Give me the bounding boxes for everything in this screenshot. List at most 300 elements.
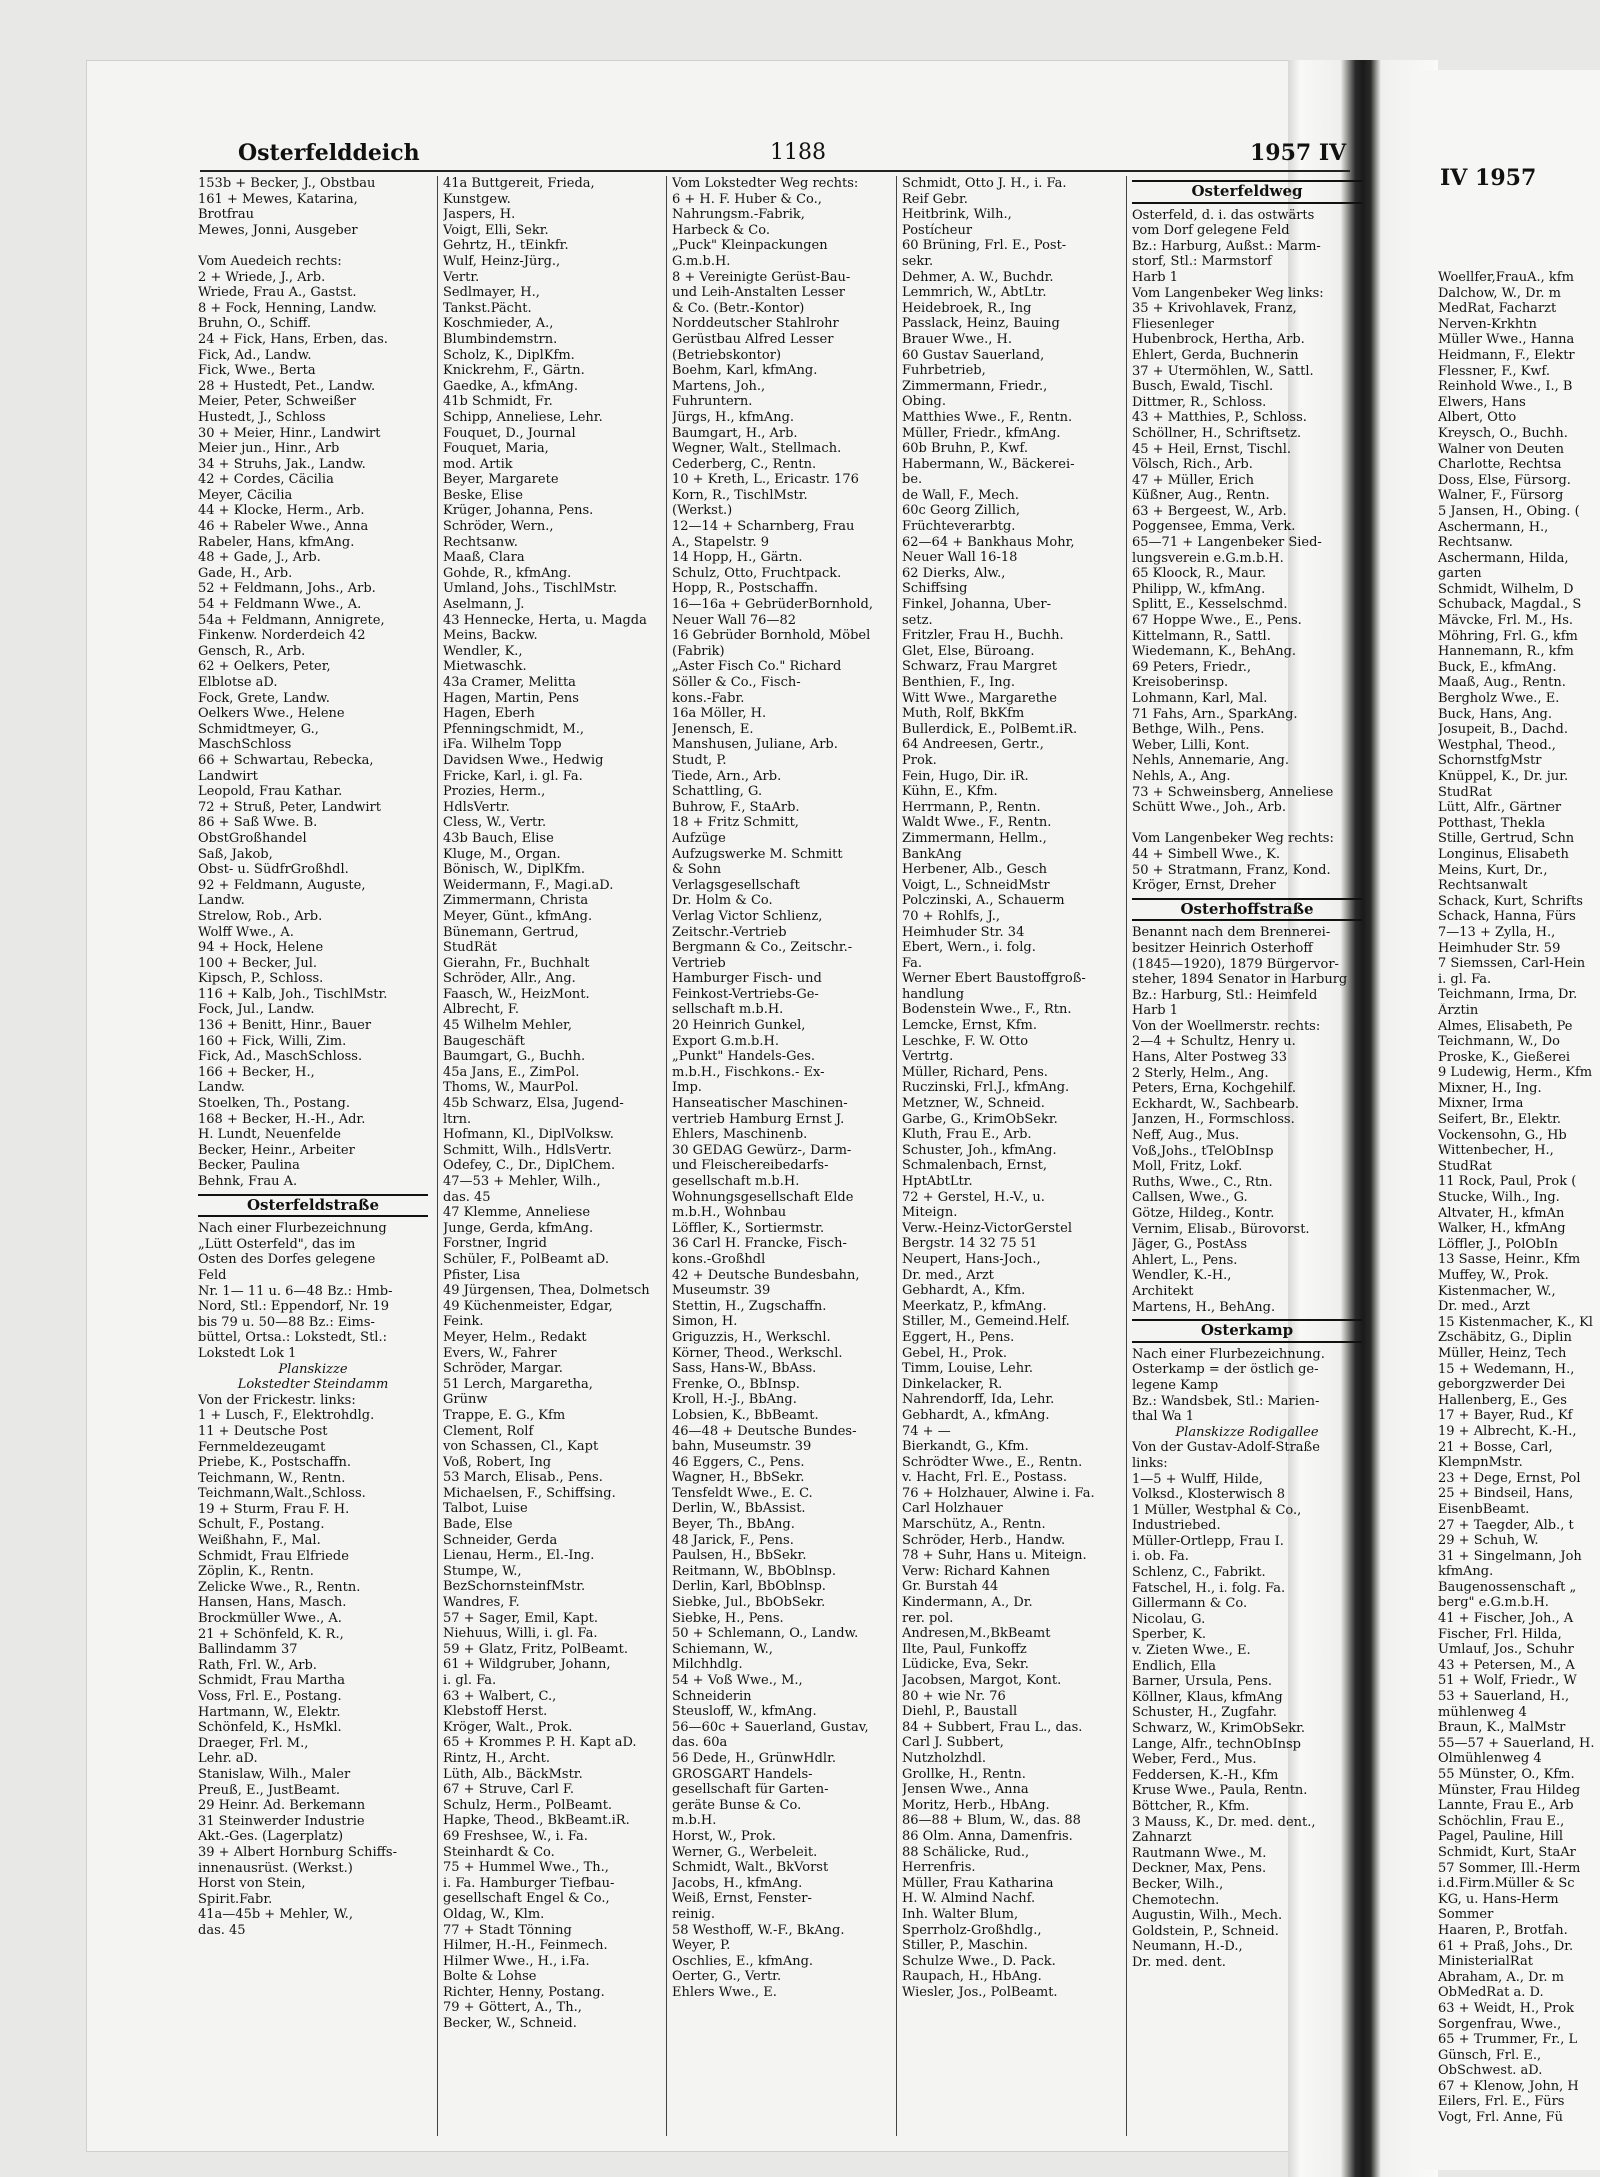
- directory-entry: Kluth, Frau E., Arb.: [902, 1127, 1032, 1143]
- directory-entry: Meier jun., Hinr., Arb: [198, 441, 340, 457]
- facing-page: [1410, 70, 1600, 2170]
- directory-entry: 65—71 + Langenbeker Sied-: [1132, 535, 1322, 551]
- directory-entry: 52 + Feldmann, Johs., Arb.: [198, 581, 376, 597]
- directory-entry: Umland, Johs., TischlMstr.: [443, 581, 618, 597]
- directory-entry: Strelow, Rob., Arb.: [198, 908, 323, 924]
- directory-entry: vertrieb Hamburg Ernst J.: [672, 1111, 845, 1127]
- year-volume: 1957 IV: [1250, 140, 1347, 166]
- directory-entry: 34 + Struhs, Jak., Landw.: [198, 456, 366, 472]
- directory-entry: Baumgart, H., Arb.: [672, 425, 798, 441]
- directory-entry: Baugeschäft: [443, 1033, 525, 1049]
- directory-entry: Schröder, Herb., Handw.: [902, 1532, 1066, 1548]
- directory-entry: Hannemann, R., kfm: [1438, 644, 1574, 660]
- directory-entry: Lienau, Herm., El.-Ing.: [443, 1548, 595, 1564]
- directory-entry: Kipsch, P., Schloss.: [198, 971, 324, 987]
- directory-entry: 5 Jansen, H., Obing. (: [1438, 503, 1580, 519]
- directory-entry: Glet, Else, Büroang.: [902, 643, 1035, 659]
- directory-entry: Müller, Frau Katharina: [902, 1875, 1054, 1891]
- directory-entry: H. Lundt, Neuenfelde: [198, 1127, 341, 1143]
- directory-entry: 19 + Sturm, Frau F. H.: [198, 1501, 350, 1517]
- directory-entry: 100 + Becker, Jul.: [198, 955, 317, 971]
- directory-entry: Herbener, Alb., Gesch: [902, 862, 1048, 878]
- directory-entry: Derlin, W., BbAssist.: [672, 1501, 806, 1517]
- directory-entry: Griguzzis, H., Werkschl.: [672, 1329, 831, 1345]
- directory-entry: Schattling, G.: [672, 784, 763, 800]
- directory-entry: Schiemann, W.,: [672, 1641, 773, 1657]
- directory-entry: Teichmann, W., Do: [1438, 1034, 1560, 1050]
- directory-entry: Kistenmacher, W.,: [1438, 1283, 1556, 1299]
- directory-entry: Schack, Hanna, Fürs: [1438, 909, 1576, 925]
- directory-entry: Feinkost-Vertriebs-Ge-: [672, 986, 819, 1002]
- directory-entry: Schmidt, Wilhelm, D: [1438, 581, 1574, 597]
- directory-entry: Frenke, O., BbInsp.: [672, 1376, 800, 1392]
- directory-entry: Timm, Louise, Lehr.: [902, 1361, 1033, 1377]
- directory-entry: Weiß, Ernst, Fenster-: [672, 1891, 812, 1907]
- directory-entry: Lohmann, Karl, Mal.: [1132, 691, 1268, 706]
- directory-entry: Hansen, Hans, Masch.: [198, 1595, 347, 1611]
- directory-entry: legene Kamp: [1132, 1377, 1219, 1393]
- directory-entry: Meyer, Cäcilia: [198, 487, 293, 503]
- directory-entry: 57 + Sager, Emil, Kapt.: [443, 1610, 598, 1626]
- directory-entry: Heitbrink, Wilh.,: [902, 207, 1012, 223]
- directory-entry: Michaelsen, F., Schiffsing.: [443, 1485, 616, 1501]
- directory-entry: Hamburger Fisch- und: [672, 971, 822, 987]
- directory-entry: Ruths, Wwe., C., Rtn.: [1132, 1174, 1273, 1190]
- directory-entry: Hofmann, Kl., DiplVolksw.: [443, 1127, 614, 1143]
- directory-entry: Müller Wwe., Hanna: [1438, 332, 1575, 348]
- directory-entry: 79 + Göttert, A., Th.,: [443, 2000, 582, 2016]
- directory-entry: Hilmer Wwe., H., i.Fa.: [443, 1953, 590, 1969]
- directory-entry: 1 + Lusch, F., Elektrohdlg.: [198, 1408, 375, 1424]
- directory-entry: Manshusen, Juliane, Arb.: [672, 737, 838, 753]
- directory-entry: Altvater, H., kfmAn: [1438, 1205, 1565, 1221]
- directory-entry: Metzner, W., Schneid.: [902, 1096, 1045, 1112]
- directory-entry: Vockensohn, G., Hb: [1438, 1127, 1567, 1143]
- directory-entry: setz.: [902, 612, 933, 628]
- directory-entry: Lemcke, Ernst, Kfm.: [902, 1018, 1037, 1034]
- directory-entry: 56 Dede, H., GrünwHdlr.: [672, 1750, 837, 1766]
- directory-entry: ltrn.: [443, 1111, 472, 1127]
- directory-entry: Olmühlenweg 4: [1438, 1751, 1542, 1767]
- directory-entry: Voigt, Elli, Sekr.: [443, 222, 549, 238]
- directory-entry: Küßner, Aug., Rentn.: [1132, 488, 1270, 504]
- directory-entry: Tiede, Arn., Arb.: [672, 768, 782, 784]
- directory-entry: Reitmann, W., BbOblnsp.: [672, 1563, 836, 1579]
- directory-entry: Jacobs, H., kfmAng.: [672, 1875, 803, 1891]
- directory-entry: Nr. 1— 11 u. 6—48 Bz.: Hmb-: [198, 1283, 393, 1299]
- directory-entry: Jürgs, H., kfmAng.: [672, 409, 795, 425]
- directory-entry: Ilte, Paul, Funkoffz: [902, 1641, 1027, 1657]
- directory-entry: Nicolau, G.: [1132, 1611, 1206, 1627]
- directory-entry: GROSGART Handels-: [672, 1766, 813, 1782]
- directory-entry: Schuster, H., Zugfahr.: [1132, 1705, 1277, 1721]
- directory-entry: 48 + Gade, J., Arb.: [198, 550, 321, 566]
- directory-entry: Lütt, Alfr., Gärtner: [1438, 800, 1562, 816]
- directory-entry: Dalchow, W., Dr. m: [1438, 285, 1561, 301]
- directory-entry: Woellfer,FrauA., kfm: [1438, 270, 1574, 285]
- directory-entry: Hartmann, W., Elektr.: [198, 1704, 341, 1720]
- directory-entry: Schröder, Wern.,: [443, 519, 554, 535]
- directory-entry: Polczinski, A., Schauerm: [902, 893, 1065, 909]
- directory-entry: Neff, Aug., Mus.: [1132, 1128, 1240, 1144]
- directory-entry: Preuß, E., JustBeamt.: [198, 1782, 341, 1798]
- directory-entry: Eggert, H., Pens.: [902, 1329, 1015, 1345]
- directory-entry: Bolte & Lohse: [443, 1969, 537, 1985]
- directory-entry: 63 + Walbert, C.,: [443, 1688, 557, 1704]
- directory-entry: Fouquet, Maria,: [443, 441, 549, 457]
- directory-entry: Osterkamp = der östlich ge-: [1132, 1362, 1319, 1378]
- directory-entry: 42 + Cordes, Cäcilia: [198, 472, 334, 488]
- directory-entry: Trappe, E. G., Kfm: [443, 1407, 566, 1423]
- directory-entry: Kreisoberinsp.: [1132, 675, 1229, 691]
- directory-entry: 66 + Schwartau, Rebecka,: [198, 752, 374, 768]
- directory-entry: Teichmann, Irma, Dr.: [1438, 987, 1578, 1003]
- directory-entry: Schlenz, C., Fabrikt.: [1132, 1565, 1266, 1581]
- directory-entry: i. gl. Fa.: [1438, 971, 1492, 987]
- directory-entry: Neupert, Hans-Joch.,: [902, 1251, 1041, 1267]
- directory-entry: Wandres, F.: [443, 1595, 520, 1611]
- directory-entry: Priebe, K., Postschaffn.: [198, 1455, 351, 1471]
- directory-entry: Nord, Stl.: Eppendorf, Nr. 19: [198, 1299, 390, 1315]
- directory-entry: Lannte, Frau E., Arb: [1438, 1798, 1574, 1814]
- directory-entry: Gade, H., Arb.: [198, 565, 293, 581]
- directory-entry: Haaren, P., Brotfah.: [1438, 1922, 1568, 1938]
- directory-entry: Moll, Fritz, Lokf.: [1132, 1159, 1243, 1175]
- directory-entry: Voigt, L., SchneidMstr: [902, 877, 1050, 893]
- directory-entry: Walner, F., Fürsorg: [1438, 488, 1564, 504]
- directory-entry: 161 + Mewes, Katarina,: [198, 191, 358, 207]
- directory-entry: Zahnarzt: [1132, 1830, 1192, 1846]
- directory-entry: Wiedemann, K., BehAng.: [1132, 644, 1297, 660]
- directory-entry: Schack, Kurt, Schrifts: [1438, 893, 1583, 909]
- directory-entry: Schmidt, Frau Elfriede: [198, 1548, 349, 1564]
- directory-entry: Wohnungsgesellschaft Elde: [672, 1189, 854, 1205]
- directory-entry: Zimmermann, Friedr.,: [902, 378, 1048, 394]
- directory-entry: Meyer, Helm., Redakt: [443, 1329, 587, 1345]
- directory-entry: 69 Peters, Friedr.,: [1132, 659, 1252, 675]
- directory-entry: Schneider, Gerda: [443, 1532, 558, 1548]
- directory-entry: Ballindamm 37: [198, 1642, 298, 1658]
- directory-entry: Beyer, Margarete: [443, 472, 559, 488]
- directory-entry: Wendler, K.,: [443, 643, 523, 659]
- directory-entry: Studt, P.: [672, 752, 727, 768]
- directory-entry: Ärztin: [1438, 1002, 1479, 1018]
- directory-entry: MaschSchloss: [198, 737, 292, 753]
- directory-entry: Schrödter Wwe., E., Rentn.: [902, 1454, 1083, 1470]
- directory-entry: und Leih-Anstalten Lesser: [672, 285, 846, 301]
- directory-entry: Landw.: [198, 1080, 245, 1096]
- directory-entry: Gillermann & Co.: [1132, 1596, 1248, 1612]
- directory-entry: Marschütz, A., Rentn.: [902, 1517, 1046, 1533]
- column-3: [672, 176, 902, 2136]
- directory-entry: 50 + Stratmann, Franz, Kond.: [1132, 862, 1331, 878]
- directory-entry: Mixner, Irma: [1438, 1096, 1524, 1112]
- directory-entry: Wegner, Walt., Stellmach.: [672, 441, 842, 457]
- plan-street: Lokstedter Steindamm: [237, 1377, 389, 1393]
- directory-entry: Becker, Wilh.,: [1132, 1876, 1224, 1892]
- directory-entry: Gebhardt, A., kfmAng.: [902, 1407, 1050, 1423]
- directory-entry: Sass, Hans-W., BbAss.: [672, 1361, 817, 1377]
- directory-entry: 61 + Wildgruber, Johann,: [443, 1657, 611, 1673]
- directory-entry: Seifert, Br., Elektr.: [1438, 1112, 1562, 1128]
- directory-entry: Vogt, Frl. Anne, Fü: [1438, 2110, 1563, 2126]
- directory-entry: Volksd., Klosterwisch 8: [1132, 1487, 1285, 1503]
- directory-entry: 71 Fahs, Arn., SparkAng.: [1132, 706, 1298, 722]
- directory-entry: Kreysch, O., Buchh.: [1438, 425, 1568, 441]
- directory-entry: geräte Bunse & Co.: [672, 1797, 802, 1813]
- directory-entry: Gohde, R., kfmAng.: [443, 565, 572, 581]
- directory-entry: Pfister, Lisa: [443, 1267, 521, 1283]
- directory-entry: 60c Georg Zillich,: [902, 503, 1020, 519]
- directory-entry: be.: [902, 472, 923, 488]
- directory-entry: Kunstgew.: [443, 191, 511, 207]
- directory-entry: gesellschaft für Garten-: [672, 1782, 829, 1798]
- directory-entry: Bullerdick, E., PolBemt.iR.: [902, 721, 1078, 737]
- directory-entry: Schulze Wwe., D. Pack.: [902, 1953, 1056, 1969]
- directory-entry: Hapke, Theod., BkBeamt.iR.: [443, 1813, 630, 1829]
- directory-entry: Flessner, F., Kwf.: [1438, 363, 1551, 379]
- directory-entry: sellschaft m.b.H.: [672, 1002, 784, 1018]
- directory-entry: Miteign.: [902, 1205, 958, 1221]
- directory-entry: Körner, Theod., Werkschl.: [672, 1345, 843, 1361]
- directory-entry: 160 + Fick, Willi, Zim.: [198, 1033, 347, 1049]
- directory-entry: G.m.b.H.: [672, 253, 731, 269]
- directory-entry: Fock, Jul., Landw.: [198, 1002, 315, 1018]
- directory-entry: Vom Langenbeker Weg rechts:: [1132, 831, 1334, 847]
- directory-entry: Evers, W., Fahrer: [443, 1345, 557, 1361]
- directory-entry: Oerter, G., Vertr.: [672, 1969, 782, 1985]
- directory-entry: H. W. Almind Nachf.: [902, 1891, 1036, 1907]
- directory-entry: Blumbindemstrn.: [443, 331, 558, 347]
- directory-entry: HptAbtLtr.: [902, 1174, 973, 1189]
- directory-entry: Gr. Burstah 44: [902, 1579, 999, 1595]
- directory-entry: kons.-Fabr.: [672, 690, 745, 706]
- directory-entry: Nahrendorff, Ida, Lehr.: [902, 1392, 1055, 1408]
- directory-entry: Meins, Kurt, Dr.,: [1438, 862, 1548, 878]
- directory-entry: innenausrüst. (Werkst.): [198, 1860, 353, 1876]
- directory-entry: Longinus, Elisabeth: [1438, 846, 1569, 862]
- directory-entry: StudRat: [1438, 1158, 1492, 1174]
- directory-entry: 55 Münster, O., Kfm.: [1438, 1767, 1575, 1782]
- directory-entry: 30 GEDAG Gewürz-, Darm-: [672, 1142, 852, 1158]
- directory-entry: Hopp, R., Postschaffn.: [672, 581, 819, 597]
- directory-entry: Von der Woellmerstr. rechts:: [1132, 1018, 1321, 1034]
- directory-entry: 29 + Schuh, W.: [1438, 1533, 1539, 1549]
- directory-entry: Faasch, W., HeizMont.: [443, 986, 590, 1002]
- directory-entry: Kruse Wwe., Paula, Rentn.: [1132, 1783, 1308, 1799]
- directory-entry: 47 + Müller, Erich: [1132, 472, 1254, 488]
- directory-entry: Fischer, Frl. Hilda,: [1438, 1626, 1562, 1642]
- directory-entry: Dehmer, A. W., Buchdr.: [902, 269, 1054, 285]
- directory-entry: Endlich, Ella: [1132, 1658, 1216, 1674]
- directory-entry: Lemmrich, W., AbtLtr.: [902, 285, 1047, 301]
- directory-entry: Fick, Wwe., Berta: [198, 363, 316, 379]
- directory-entry: Finkenw. Norderdeich 42: [198, 628, 366, 644]
- directory-entry: 46—48 + Deutsche Bundes-: [672, 1423, 857, 1439]
- directory-entry: Vom Lokstedter Weg rechts:: [672, 176, 859, 191]
- directory-entry: Werner, G., Werbeleit.: [672, 1844, 818, 1860]
- directory-entry: Lange, Alfr., technObInsp: [1132, 1736, 1301, 1752]
- directory-entry: Jensen Wwe., Anna: [902, 1782, 1029, 1798]
- directory-entry: berg" e.G.m.b.H.: [1438, 1595, 1549, 1611]
- directory-entry: Bz.: Harburg, Stl.: Heimfeld: [1132, 987, 1318, 1003]
- street-heading: Osterfeldstraße: [198, 1194, 428, 1218]
- directory-entry: Teichmann,Walt.,Schloss.: [198, 1486, 366, 1502]
- directory-entry: Fritzler, Frau H., Buchh.: [902, 628, 1064, 644]
- directory-entry: Akt.-Ges. (Lagerplatz): [198, 1829, 344, 1845]
- directory-entry: BezSchornsteinfMstr.: [443, 1579, 586, 1595]
- directory-entry: Schuster, Joh., kfmAng.: [902, 1142, 1057, 1158]
- directory-entry: Meier, Peter, Schweißer: [198, 394, 356, 410]
- directory-entry: Carl Holzhauer: [902, 1501, 1003, 1517]
- directory-entry: Von der Gustav-Adolf-Straße: [1132, 1440, 1320, 1456]
- directory-entry: 41 + Fischer, Joh., A: [1438, 1611, 1574, 1627]
- directory-entry: Proske, K., Gießerei: [1438, 1049, 1571, 1065]
- directory-entry: 47—53 + Mehler, Wilh.,: [443, 1174, 601, 1189]
- street-heading: Osterkamp: [1132, 1319, 1362, 1343]
- directory-entry: Schuback, Magdal., S: [1438, 597, 1582, 613]
- directory-entry: 76 + Holzhauer, Alwine i. Fa.: [902, 1485, 1095, 1501]
- directory-entry: Schmidt, Kurt, StaAr: [1438, 1844, 1576, 1860]
- directory-entry: 166 + Becker, H.,: [198, 1064, 315, 1080]
- directory-entry: Heidmann, F., Elektr: [1438, 347, 1575, 363]
- directory-entry: Garbe, G., KrimObSekr.: [902, 1111, 1058, 1127]
- directory-entry: Fa.: [902, 955, 923, 971]
- directory-entry: 168 + Becker, H.-H., Adr.: [198, 1111, 366, 1127]
- directory-entry: Zimmermann, Christa: [443, 893, 589, 909]
- directory-entry: m.b.H., Wohnbau: [672, 1205, 787, 1221]
- directory-entry: Waldt Wwe., F., Rentn.: [902, 815, 1052, 831]
- directory-entry: i. gl. Fa.: [443, 1673, 497, 1688]
- directory-entry: 75 + Hummel Wwe., Th.,: [443, 1860, 609, 1876]
- directory-entry: Splitt, E., Kesselschmd.: [1132, 597, 1288, 613]
- directory-entry: (Fabrik): [672, 643, 725, 659]
- directory-entry: Doss, Else, Fürsorg.: [1438, 472, 1571, 488]
- directory-entry: Obst- u. SüdfrGroßhdl.: [198, 862, 349, 878]
- directory-entry: Löffler, J., PolObIn: [1438, 1236, 1558, 1252]
- directory-entry: Zimmermann, Hellm.,: [902, 830, 1047, 846]
- directory-entry: Fick, Ad., MaschSchloss.: [198, 1049, 363, 1065]
- directory-entry: 16a Möller, H.: [672, 706, 767, 722]
- directory-entry: Neumann, H.-D.,: [1132, 1939, 1243, 1955]
- directory-entry: Schulz, Herm., PolBeamt.: [443, 1797, 613, 1813]
- directory-entry: Kröger, Ernst, Dreher: [1132, 878, 1276, 894]
- directory-entry: Fick, Ad., Landw.: [198, 347, 312, 363]
- directory-entry: Völsch, Rich., Arb.: [1132, 457, 1253, 473]
- directory-entry: „Lütt Osterfeld", das im: [198, 1236, 356, 1252]
- directory-entry: Tensfeldt Wwe., E. C.: [672, 1485, 813, 1501]
- directory-entry: Kroll, H.-J., BbAng.: [672, 1392, 797, 1408]
- directory-entry: Paulsen, H., BbSekr.: [672, 1548, 807, 1564]
- directory-entry: Albrecht, F.: [443, 1002, 520, 1018]
- directory-entry: Obing.: [902, 394, 946, 410]
- directory-entry: 65 + Trummer, Fr., L: [1438, 2032, 1578, 2048]
- directory-entry: 51 Lerch, Margaretha,: [443, 1376, 593, 1392]
- directory-entry: Hagen, Martin, Pens: [443, 690, 579, 706]
- directory-entry: Heimhuder Str. 34: [902, 924, 1025, 940]
- directory-entry: Janzen, H., Formschloss.: [1132, 1112, 1295, 1128]
- directory-entry: Buhrow, F., StaArb.: [672, 799, 800, 815]
- directory-entry: 3 Mauss, K., Dr. med. dent.,: [1132, 1814, 1316, 1830]
- directory-entry: Brauer Wwe., H.: [902, 331, 1012, 347]
- directory-entry: Prozies, Herm.,: [443, 784, 546, 800]
- directory-entry: Abraham, A., Dr. m: [1438, 1969, 1564, 1985]
- directory-entry: Steinhardt & Co.: [443, 1844, 555, 1860]
- directory-entry: Poggensee, Emma, Verk.: [1132, 519, 1296, 535]
- directory-entry: Zschäbitz, G., Diplin: [1438, 1330, 1572, 1346]
- directory-entry: Schwarz, W., KrimObSekr.: [1132, 1721, 1306, 1736]
- directory-entry: Klebstoff Herst.: [443, 1704, 548, 1720]
- directory-entry: Stumpe, W.,: [443, 1563, 522, 1579]
- directory-entry: Fricke, Karl, i. gl. Fa.: [443, 768, 583, 784]
- directory-entry: Gehrtz, H., tEinkfr.: [443, 238, 569, 254]
- directory-entry: Mixner, H., Ing.: [1438, 1080, 1542, 1096]
- directory-entry: Davidsen Wwe., Hedwig: [443, 752, 604, 768]
- directory-entry: Sorgenfrau, Wwe.,: [1438, 2016, 1562, 2032]
- directory-entry: Gebhardt, A., Kfm.: [902, 1283, 1026, 1299]
- directory-entry: rer. pol.: [902, 1610, 954, 1626]
- directory-entry: Witt Wwe., Margarethe: [902, 690, 1057, 706]
- directory-entry: Müller-Ortlepp, Frau I.: [1132, 1533, 1284, 1549]
- directory-entry: 58 Westhoff, W.-F., BkAng.: [672, 1922, 845, 1938]
- directory-entry: ObstGroßhandel: [198, 830, 307, 846]
- directory-entry: 54 + Feldmann Wwe., A.: [198, 597, 362, 613]
- directory-entry: 54a + Feldmann, Annigrete,: [198, 612, 385, 628]
- directory-entry: Weber, Lilli, Kont.: [1132, 737, 1250, 753]
- directory-entry: Ruczinski, Frl.J., kfmAng.: [902, 1080, 1070, 1096]
- directory-entry: Peters, Erna, Kochgehilf.: [1132, 1081, 1297, 1097]
- directory-entry: MedRat, Facharzt: [1438, 301, 1557, 317]
- directory-entry: Raupach, H., HbAng.: [902, 1969, 1042, 1985]
- directory-entry: Albert, Otto: [1438, 410, 1517, 426]
- directory-entry: Schult, F., Postang.: [198, 1517, 325, 1533]
- directory-entry: Fuhrbetrieb,: [902, 363, 986, 379]
- directory-entry: mod. Artik: [443, 456, 513, 472]
- directory-entry: Hilmer, H.-H., Feinmech.: [443, 1938, 608, 1954]
- directory-entry: Mietwaschk.: [443, 659, 527, 675]
- directory-entry: 37 + Utermöhlen, W., Sattl.: [1132, 363, 1314, 379]
- directory-entry: Harb 1: [1132, 269, 1179, 285]
- directory-entry: 8 + Vereinigte Gerüst-Bau-: [672, 269, 851, 285]
- directory-entry: Vertrtg.: [902, 1049, 954, 1065]
- directory-entry: 20 Heinrich Gunkel,: [672, 1018, 806, 1034]
- directory-entry: Weyer, P.: [672, 1938, 731, 1954]
- directory-entry: 59 + Glatz, Fritz, PolBeamt.: [443, 1641, 628, 1657]
- directory-entry: Architekt: [1132, 1283, 1194, 1299]
- directory-entry: Schneiderin: [672, 1688, 752, 1704]
- directory-entry: Neuer Wall 16-18: [902, 550, 1018, 566]
- directory-entry: 45b Schwarz, Elsa, Jugend-: [443, 1096, 624, 1112]
- directory-entry: ObMedRat a. D.: [1438, 1985, 1544, 2001]
- directory-entry: 42 + Deutsche Bundesbahn,: [672, 1267, 860, 1283]
- directory-entry: 41a—45b + Mehler, W.,: [198, 1907, 353, 1923]
- directory-entry: 72 + Struß, Peter, Landwirt: [198, 799, 381, 815]
- right-page-header: IV 1957: [1440, 165, 1537, 191]
- directory-entry: Rabeler, Hans, kfmAng.: [198, 534, 355, 550]
- directory-entry: 24 + Fick, Hans, Erben, das.: [198, 331, 388, 347]
- directory-entry: sekr.: [902, 253, 934, 269]
- directory-entry: Schöllner, H., Schriftsetz.: [1132, 425, 1302, 441]
- directory-entry: Inh. Walter Blum,: [902, 1906, 1019, 1922]
- directory-entry: Wagner, H., BbSekr.: [672, 1470, 805, 1486]
- directory-entry: Möhring, Frl. G., kfm: [1438, 628, 1578, 644]
- directory-entry: Söller & Co., Fisch-: [672, 675, 801, 690]
- directory-entry: das. 45: [198, 1922, 246, 1938]
- directory-entry: 41b Schmidt, Fr.: [443, 394, 553, 410]
- directory-entry: 55—57 + Sauerland, H.: [1438, 1735, 1595, 1751]
- column-1: [198, 176, 428, 2136]
- directory-entry: Andresen,M.,BkBeamt: [902, 1626, 1051, 1642]
